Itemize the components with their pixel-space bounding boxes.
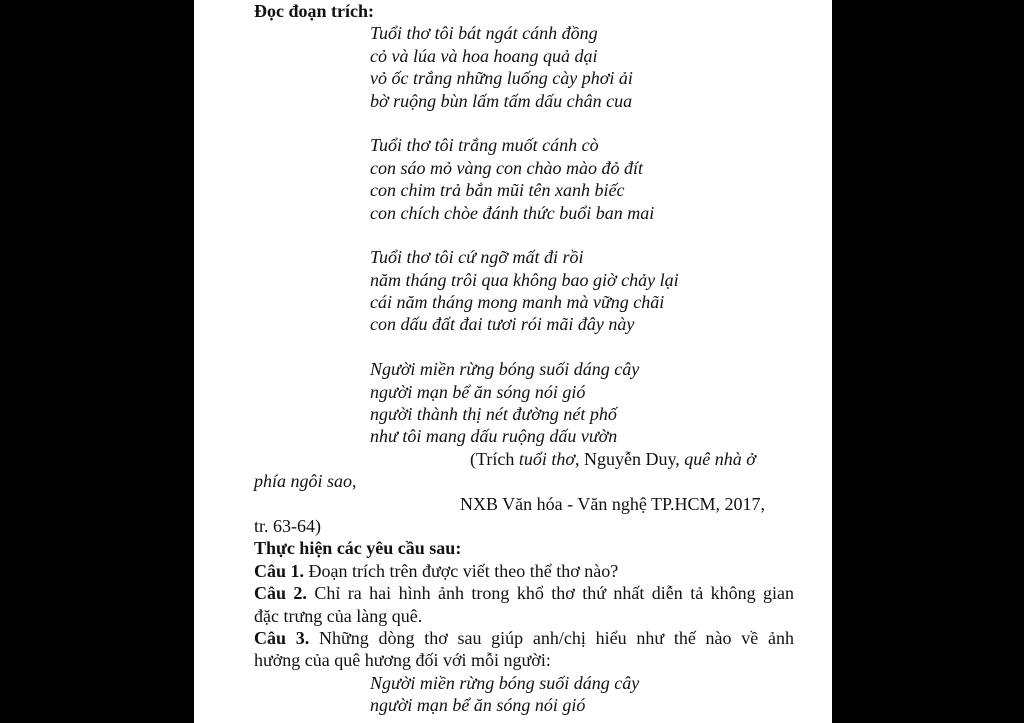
document-page: [194, 0, 832, 723]
quoted-poem-line: người mạn bể ăn sóng nói gió: [370, 695, 586, 716]
poem-line: vỏ ốc trắng những luống cày phơi ải: [370, 68, 633, 89]
stanza-gap: [254, 224, 794, 246]
poem-line: người thành thị nét đường nét phố: [370, 404, 617, 425]
citation-publisher: NXB Văn hóa - Văn nghệ TP.HCM, 2017,: [460, 493, 765, 514]
poem-line: Người miền rừng bóng suối dáng cây: [370, 359, 640, 380]
citation-line: (Trích tuổi thơ, Nguyễn Duy, quê nhà ở: [470, 448, 756, 469]
question-2: [254, 582, 794, 604]
poem-line: như tôi mang dấu ruộng dấu vườn: [370, 426, 618, 447]
reading-heading: Đọc đoạn trích:: [254, 1, 374, 21]
poem-line: Tuổi thơ tôi cứ ngỡ mất đi rồi: [370, 247, 584, 268]
question-1: [254, 560, 794, 582]
stanza-gap: [254, 336, 794, 358]
poem-line: con dấu đất đai tươi rói mãi đây này: [370, 314, 635, 335]
poem-line: bờ ruộng bùn lấm tấm dấu chân cua: [370, 90, 633, 111]
question-text: Chỉ ra hai hình ảnh trong khổ thơ thứ nhất diễn tả không gian: [314, 583, 795, 604]
poem-line: con chim trả bắn mũi tên xanh biếc: [370, 180, 625, 201]
question-label: Câu 1.: [254, 560, 305, 581]
citation-book: quê nhà ở: [684, 448, 756, 469]
citation-work: tuổi thơ: [518, 448, 575, 469]
poem-line: cỏ và lúa và hoa hoang quả dại: [370, 45, 598, 66]
poem-line: Tuổi thơ tôi bát ngát cánh đồng: [370, 23, 598, 44]
poem-line: con sáo mỏ vàng con chào mào đỏ đít: [370, 157, 643, 178]
question-3-cont: hưởng của quê hương đối với mỗi người:: [254, 650, 551, 671]
citation-pages: tr. 63-64): [254, 515, 321, 536]
question-label: Câu 3.: [254, 627, 310, 648]
poem-line: Tuổi thơ tôi trắng muốt cánh cò: [370, 135, 599, 156]
question-text: Đoạn trích trên được viết theo thể thơ nào?: [308, 560, 619, 581]
document-content: [254, 0, 794, 717]
question-3: [254, 627, 794, 649]
poem-line: cái năm tháng mong manh mà vững chãi: [370, 292, 665, 313]
question-2-cont: đặc trưng của làng quê.: [254, 605, 423, 626]
quoted-poem-line: Người miền rừng bóng suối dáng cây: [370, 672, 640, 693]
citation-line: phía ngôi sao,: [254, 471, 357, 492]
stanza-gap: [254, 112, 794, 134]
question-label: Câu 2.: [254, 583, 307, 604]
poem-line: người mạn bể ăn sóng nói gió: [370, 381, 586, 402]
citation-book: phía ngôi sao: [254, 471, 353, 492]
tasks-heading: Thực hiện các yêu cầu sau:: [254, 538, 462, 559]
question-text: Những dòng thơ sau giúp anh/chị hiểu như thế nào về ảnh: [318, 627, 794, 648]
poem-line: năm tháng trôi qua không bao giờ chảy lại: [370, 269, 679, 290]
poem-line: con chích chòe đánh thức buổi ban mai: [370, 202, 655, 223]
